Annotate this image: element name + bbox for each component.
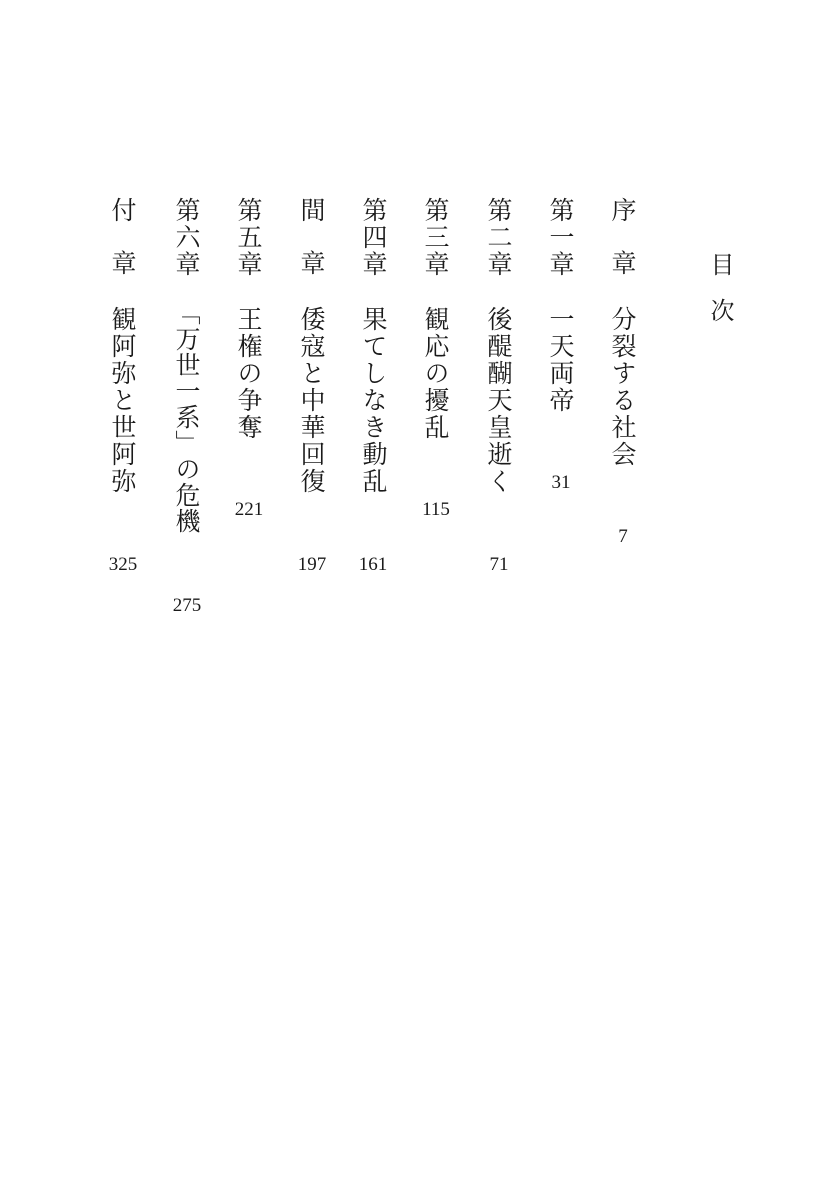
toc-entry-chapter: 第二章 — [484, 197, 513, 278]
toc-entry-page: 197 — [297, 554, 327, 575]
toc-entry-page: 7 — [618, 526, 628, 547]
toc-entry-page: 325 — [108, 554, 138, 575]
toc-title: 目次 — [706, 252, 734, 344]
toc-entry-page: 275 — [172, 595, 202, 616]
toc-entry-title: 倭寇と中華回復 — [297, 306, 326, 495]
toc-entry-title: 分裂する社会 — [608, 306, 637, 468]
toc-entry-chapter: 第一章 — [546, 197, 575, 278]
toc-entry-page: 71 — [489, 554, 509, 575]
toc-entry-title: 王権の争奪 — [234, 306, 263, 441]
toc-entry-page: 31 — [551, 472, 571, 493]
toc-entry-title: 後醍醐天皇逝く — [484, 306, 513, 495]
toc-entry-title: 観阿弥と世阿弥 — [108, 306, 137, 495]
toc-entry-chapter: 第五章 — [234, 197, 263, 278]
toc-entry-chapter: 第六章 — [172, 197, 201, 278]
toc-entry-title: 「万世一系」の危機 — [172, 300, 201, 534]
toc-entry-title: 観応の擾乱 — [421, 306, 450, 441]
toc-entry-title: 果てしなき動乱 — [359, 306, 388, 495]
toc-entry-page: 221 — [234, 499, 264, 520]
toc-entry-chapter: 付章 — [108, 197, 137, 303]
toc-entry-chapter: 第四章 — [359, 197, 388, 278]
toc-entry-page: 161 — [358, 554, 388, 575]
toc-entry-chapter: 間章 — [297, 197, 326, 303]
toc-entry-title: 一天両帝 — [546, 306, 575, 414]
toc-entry-chapter: 第三章 — [421, 197, 450, 278]
toc-entry-page: 115 — [422, 499, 450, 520]
toc-entry-chapter: 序章 — [608, 197, 637, 303]
